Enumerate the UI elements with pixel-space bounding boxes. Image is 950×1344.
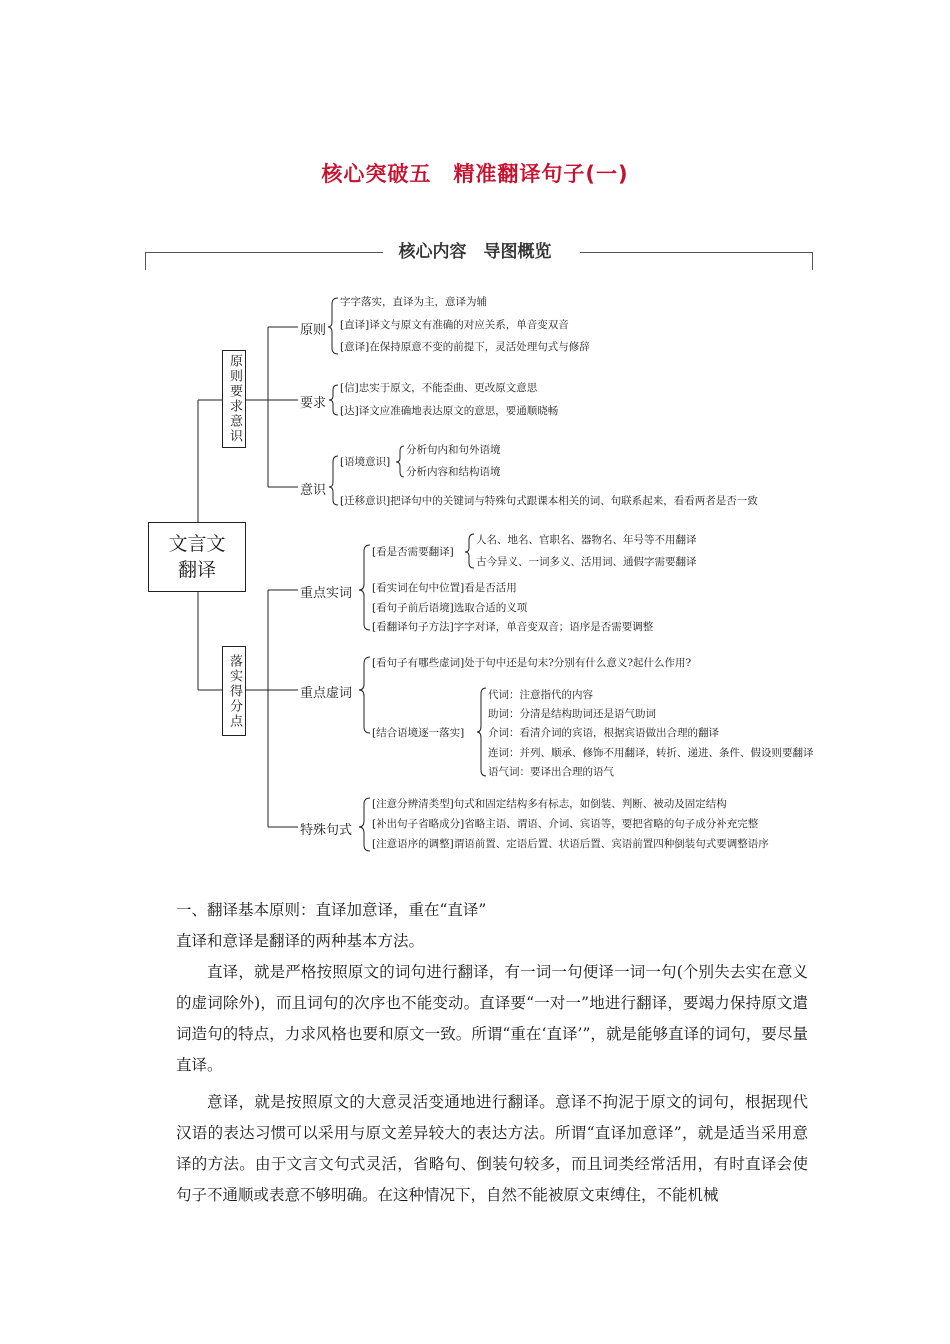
special-pattern-item: [注意分辨清类型]句式和固定结构多有标志，如倒装、判断、被动及固定结构 <box>372 798 727 810</box>
paragraph-literal: 直译，就是严格按照原文的词句进行翻译，有一词一句便译一词一句(个别失去实在意义的虚词除外)，而且词句的次序也不能变动。直译要“一对一”地进行翻译，要竭力保持原文遣词造句的特点，力求风格也要和原文一致。所谓“重在‘直译’”，就是能够直译的词句，要尽量直译。 <box>176 963 808 1074</box>
function-word-item: 代词：注意指代的内容 <box>488 689 593 701</box>
principle-item: [意译]在保持原意不变的前提下，灵活处理句式与修辞 <box>340 341 590 353</box>
context-awareness-item: 分析句内和句外语境 <box>406 444 501 456</box>
root-line-1: 文言文 <box>168 533 226 555</box>
paragraph-free: 意译，就是按照原文的大意灵活变通地进行翻译。意译不拘泥于原文的词句，根据现代汉语的表达习惯可以采用与原文差异较大的表达方法。所谓“直译加意译”，就是适当采用意译的方法。由于文言文句式灵活，省略句、倒装句较多，而且词类经常活用，有时直译会使句子不通顺或表意不够明确。在这种情况下，自然不能被原文束缚住，不能机械 <box>176 1093 808 1204</box>
need-translate-label: [看是否需要翻译] <box>372 546 454 558</box>
content-words-label: 重点实词 <box>300 586 353 601</box>
need-translate-item: 人名、地名、官职名、器物名、年号等不用翻译 <box>476 534 697 546</box>
branch-principles-node: 原则要求意识 <box>222 350 246 448</box>
special-pattern-item: [补出句子省略成分]省略主语、谓语、介词、宾语等，要把省略的句子成分补充完整 <box>372 818 759 830</box>
transfer-awareness: [迁移意识]把译句中的关键词与特殊句式跟课本相关的词、句联系起来，看看两者是否一致 <box>340 495 758 507</box>
context-awareness-item: 分析内容和结构语境 <box>406 466 501 478</box>
function-word-first: [看句子有哪些虚词]处于句中还是句末?分别有什么意义?起什么作用? <box>372 657 692 669</box>
principle-item: [直译]译文与原文有准确的对应关系，单音变双音 <box>340 319 569 331</box>
requirement-item: [达]译文应准确地表达原文的意思，要通顺晓畅 <box>340 405 559 417</box>
requirement-item: [信]忠实于原文，不能歪曲、更改原文意思 <box>340 382 538 394</box>
root-line-2: 翻译 <box>177 559 216 581</box>
function-word-item: 连词：并列、顺承、修饰不用翻译，转折、递进、条件、假设则要翻译 <box>488 747 814 759</box>
section-heading: 核心内容 导图概览 <box>0 237 950 262</box>
function-words-label: 重点虚词 <box>300 686 353 701</box>
function-word-item: 语气词：要译出合理的语气 <box>488 766 614 778</box>
content-word-item: [看句子前后语境]选取合适的义项 <box>372 602 528 614</box>
content-word-item: [看翻译句子方法]字字对译，单音变双音；语序是否需要调整 <box>372 621 654 633</box>
principle-label: 原则 <box>300 323 327 338</box>
branch-scoring-node: 落实得分点 <box>222 646 246 736</box>
context-awareness-label: [语境意识] <box>340 456 391 468</box>
awareness-label: 意识 <box>300 483 327 498</box>
function-word-item: 助词：分清是结构助词还是语气助词 <box>488 708 656 720</box>
text-intro: 直译和意译是翻译的两种基本方法。 <box>176 932 425 950</box>
text-heading: 一、翻译基本原则：直译加意译，重在“直译” <box>176 901 487 919</box>
principle-item: 字字落实，直译为主，意译为辅 <box>340 296 487 308</box>
page-title: 核心突破五 精准翻译句子(一) <box>321 162 629 186</box>
root-node <box>148 522 246 592</box>
need-translate-item: 古今异义、一词多义、活用词、通假字需要翻译 <box>476 556 697 568</box>
function-word-item: 介词：看清介词的宾语，根据宾语做出合理的翻译 <box>488 727 719 739</box>
special-patterns-label: 特殊句式 <box>300 823 353 838</box>
content-word-item: [看实词在句中位置]看是否活用 <box>372 582 517 594</box>
special-pattern-item: [注意语序的调整]谓语前置、定语后置、状语后置、宾语前置四种倒装句式要调整语序 <box>372 838 769 850</box>
requirement-label: 要求 <box>300 396 327 411</box>
body-text <box>176 895 808 1211</box>
combine-context-label: [结合语境逐一落实] <box>372 727 465 739</box>
